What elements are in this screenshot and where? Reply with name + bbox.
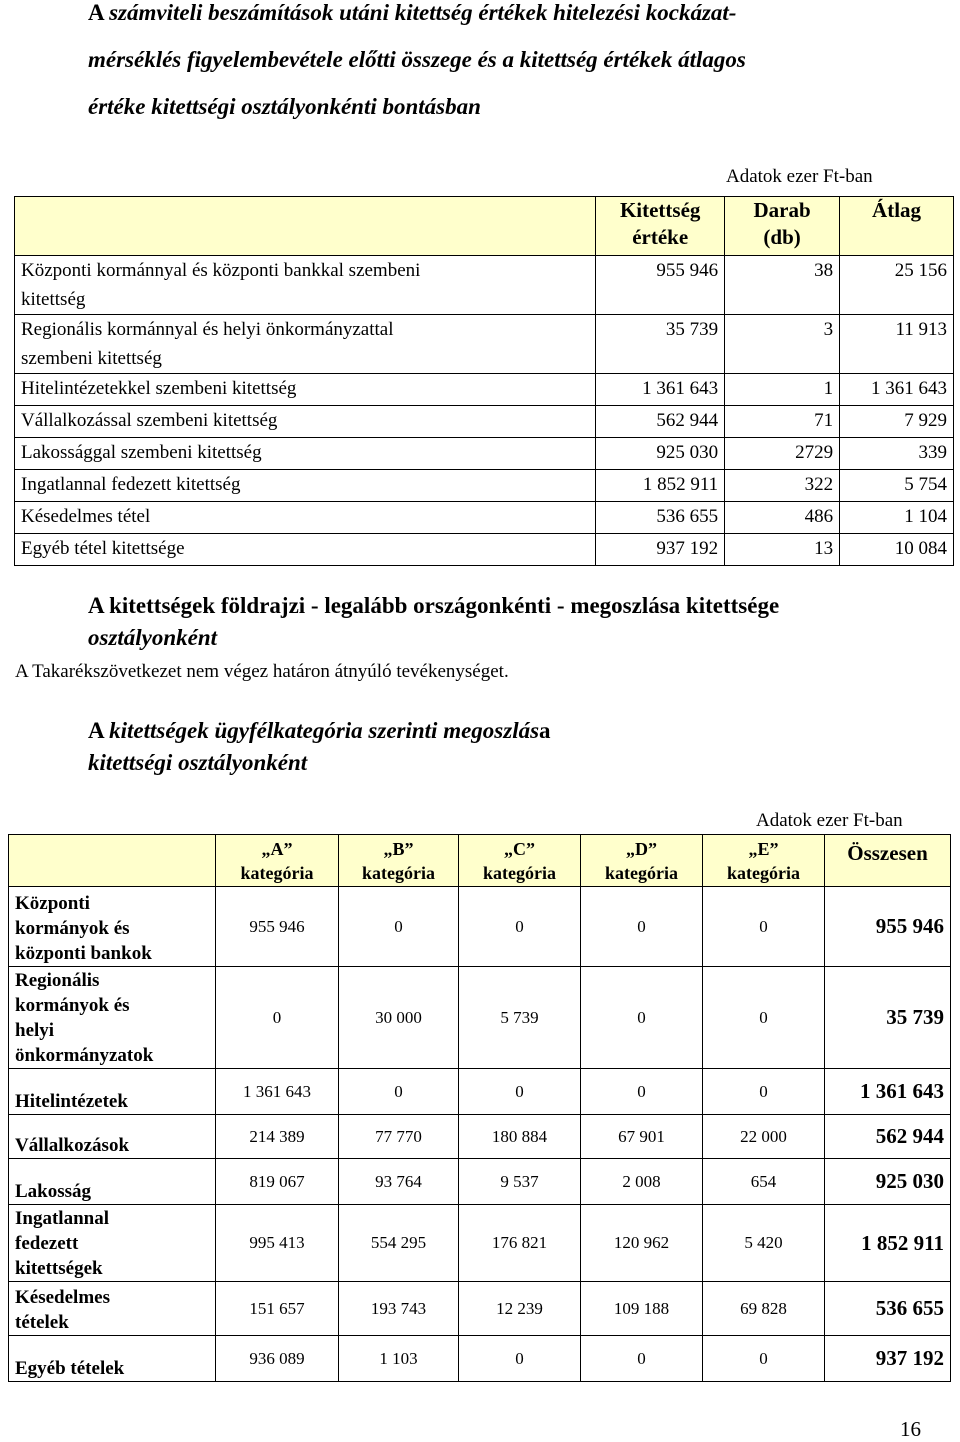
table2-header-blank: [9, 835, 216, 887]
cell-d: 0: [581, 887, 703, 967]
row-label-l2: szembeni kitettség: [21, 348, 162, 369]
cell-a: 995 413: [216, 1205, 339, 1282]
table2-row: [9, 1069, 951, 1115]
header-category-a: [216, 835, 339, 887]
section3-title-l1: [88, 715, 948, 747]
row-label-l2: kormányok és: [15, 995, 130, 1016]
cell-b: 77 770: [339, 1115, 459, 1159]
table2-row: [9, 887, 951, 967]
cell-count: 71: [725, 406, 840, 438]
row-label-l1: Ingatlannal: [15, 1208, 109, 1229]
header-exposure-value: [596, 197, 725, 256]
header-total: Összesen: [825, 835, 951, 887]
header-category-b-l1: „B”: [383, 838, 414, 859]
table1-row: [15, 406, 954, 438]
cell-c: 0: [459, 1069, 581, 1115]
cell-count: 13: [725, 534, 840, 566]
cell-value: 35 739: [596, 315, 725, 374]
row-label: Ingatlannal fedezett kitettség: [15, 470, 596, 502]
cell-e: 0: [703, 967, 825, 1069]
cell-b: 1 103: [339, 1336, 459, 1382]
page-number: 16: [900, 1417, 921, 1441]
row-label-l2: kormányok és: [15, 918, 130, 939]
cell-average: 10 084: [840, 534, 954, 566]
row-label-l3: helyi: [15, 1020, 55, 1041]
header-category-b: [339, 835, 459, 887]
row-label: [15, 256, 596, 315]
cell-d: 67 901: [581, 1115, 703, 1159]
section2-text: A Takarékszövetkezet nem végez határon átnyúló tevékenységet.: [15, 661, 509, 682]
row-label-l4: önkormányzatok: [15, 1045, 154, 1066]
cell-total: 562 944: [825, 1115, 951, 1159]
cell-d: 2 008: [581, 1159, 703, 1205]
cell-count: 2729: [725, 438, 840, 470]
table1-row: [15, 438, 954, 470]
header-category-c: [459, 835, 581, 887]
title-line-1-text: számviteli beszámítások utáni kitettség értékek hitelezési kockázat-: [109, 0, 737, 25]
cell-d: 0: [581, 1069, 703, 1115]
cell-count: 38: [725, 256, 840, 315]
cell-value: 562 944: [596, 406, 725, 438]
cell-b: 0: [339, 887, 459, 967]
cell-c: 5 739: [459, 967, 581, 1069]
cell-a: 936 089: [216, 1336, 339, 1382]
exposure-class-table: [14, 196, 954, 566]
header-category-b-l2: kategória: [362, 862, 435, 883]
table1-unit-note: Adatok ezer Ft-ban: [726, 166, 873, 187]
section3-title-c: a: [539, 718, 551, 743]
table2-row: [9, 1282, 951, 1336]
cell-b: 0: [339, 1069, 459, 1115]
cell-a: 0: [216, 967, 339, 1069]
cell-b: 93 764: [339, 1159, 459, 1205]
cell-a: 955 946: [216, 887, 339, 967]
cell-value: 1 852 911: [596, 470, 725, 502]
table2-row: [9, 1159, 951, 1205]
row-label: Egyéb tétel kitettsége: [15, 534, 596, 566]
header-category-e-l2: kategória: [727, 862, 800, 883]
row-label-l1: Hitelintézetek: [15, 1091, 128, 1112]
cell-average: 11 913: [840, 315, 954, 374]
cell-total: 937 192: [825, 1336, 951, 1382]
cell-count: 486: [725, 502, 840, 534]
cell-e: 22 000: [703, 1115, 825, 1159]
table2-row: [9, 1336, 951, 1382]
section3-title-b: kitettségek ügyfélkategória szerinti megoszlás: [109, 718, 540, 743]
cell-average: 5 754: [840, 470, 954, 502]
cell-value: 1 361 643: [596, 374, 725, 406]
table1-row: [15, 315, 954, 374]
row-label: [9, 1205, 216, 1282]
row-label-l2: tételek: [15, 1312, 69, 1333]
title-prefix: A: [88, 0, 110, 25]
cell-total: 955 946: [825, 887, 951, 967]
header-category-a-l2: kategória: [240, 862, 314, 883]
row-label: [15, 315, 596, 374]
cell-e: 69 828: [703, 1282, 825, 1336]
table1-header-blank: [15, 197, 596, 256]
table2-row: [9, 1115, 951, 1159]
title-line-2: [88, 36, 948, 83]
row-label: [9, 967, 216, 1069]
title-line-3-text: értéke kitettségi osztályonkénti bontásban: [88, 94, 481, 119]
row-label-l1: Központi: [15, 893, 90, 914]
title-line-2-text: mérséklés figyelembevétele előtti összege és a kitettség értékek átlagos: [88, 47, 746, 72]
header-category-e-l1: „E”: [748, 838, 779, 859]
table1-header-row: [15, 197, 954, 256]
table2-row: [9, 1205, 951, 1282]
row-label: Hitelintézetekkel szembeni kitettség: [15, 374, 596, 406]
header-category-a-l1: „A”: [261, 838, 293, 859]
cell-count: 3: [725, 315, 840, 374]
cell-b: 193 743: [339, 1282, 459, 1336]
cell-value: 937 192: [596, 534, 725, 566]
header-category-d: [581, 835, 703, 887]
table1-row: [15, 534, 954, 566]
table1-row: [15, 470, 954, 502]
cell-value: 955 946: [596, 256, 725, 315]
section3-title: [88, 715, 948, 779]
row-label: Lakossággal szembeni kitettség: [15, 438, 596, 470]
header-category-d-l1: „D”: [626, 838, 657, 859]
row-label-l1: Késedelmes: [15, 1287, 110, 1308]
cell-d: 109 188: [581, 1282, 703, 1336]
row-label-l2: kitettség: [21, 289, 86, 310]
header-average: [840, 197, 954, 256]
cell-total: 925 030: [825, 1159, 951, 1205]
cell-total: 1 852 911: [825, 1205, 951, 1282]
cell-average: 1 361 643: [840, 374, 954, 406]
row-label-l1: Vállalkozások: [15, 1135, 130, 1156]
header-average-text: Átlag: [872, 198, 922, 222]
cell-a: 1 361 643: [216, 1069, 339, 1115]
section3-title-l2: kitettségi osztályonként: [88, 750, 308, 775]
row-label: [9, 887, 216, 967]
row-label: [9, 1336, 216, 1382]
cell-a: 819 067: [216, 1159, 339, 1205]
header-exposure-value-l2: értéke: [632, 225, 689, 249]
cell-count: 1: [725, 374, 840, 406]
row-label: Késedelmes tétel: [15, 502, 596, 534]
header-category-c-l1: „C”: [504, 838, 535, 859]
cell-average: 25 156: [840, 256, 954, 315]
table1-row: [15, 256, 954, 315]
cell-c: 12 239: [459, 1282, 581, 1336]
cell-e: 0: [703, 1069, 825, 1115]
table2-row: [9, 967, 951, 1069]
header-count-l1: Darab: [753, 198, 811, 222]
cell-a: 214 389: [216, 1115, 339, 1159]
header-category-d-l2: kategória: [605, 862, 678, 883]
header-count-l2: (db): [763, 225, 801, 249]
cell-c: 180 884: [459, 1115, 581, 1159]
cell-e: 0: [703, 1336, 825, 1382]
page-title: [88, 0, 948, 130]
section2-title: [88, 590, 948, 654]
cell-a: 151 657: [216, 1282, 339, 1336]
row-label-l1: Egyéb tételek: [15, 1358, 125, 1379]
row-label-l1: Regionális: [15, 970, 100, 991]
table2-header-row: [9, 835, 951, 887]
cell-total: 1 361 643: [825, 1069, 951, 1115]
cell-value: 925 030: [596, 438, 725, 470]
cell-d: 120 962: [581, 1205, 703, 1282]
cell-total: 536 655: [825, 1282, 951, 1336]
cell-e: 5 420: [703, 1205, 825, 1282]
cell-value: 536 655: [596, 502, 725, 534]
row-label-l3: kitettségek: [15, 1258, 103, 1279]
row-label-l3: központi bankok: [15, 943, 152, 964]
header-category-e: [703, 835, 825, 887]
table1-row: [15, 374, 954, 406]
title-line-3: [88, 83, 948, 130]
section2-title-l1: [88, 590, 948, 622]
cell-b: 554 295: [339, 1205, 459, 1282]
table2-unit-note: Adatok ezer Ft-ban: [756, 810, 903, 831]
cell-c: 0: [459, 1336, 581, 1382]
header-category-c-l2: kategória: [483, 862, 556, 883]
cell-b: 30 000: [339, 967, 459, 1069]
cell-average: 1 104: [840, 502, 954, 534]
cell-e: 0: [703, 887, 825, 967]
table1-row: [15, 502, 954, 534]
row-label: [9, 1159, 216, 1205]
cell-c: 9 537: [459, 1159, 581, 1205]
row-label-l1: Regionális kormánnyal és helyi önkormányzattal: [21, 319, 394, 340]
row-label: [9, 1282, 216, 1336]
row-label: [9, 1069, 216, 1115]
title-line-1: [88, 0, 948, 36]
cell-e: 654: [703, 1159, 825, 1205]
cell-d: 0: [581, 1336, 703, 1382]
row-label: Vállalkozással szembeni kitettség: [15, 406, 596, 438]
cell-d: 0: [581, 967, 703, 1069]
section2-title-l1-text: A kitettségek földrajzi - legalább országonkénti - megoszlása kitettsége: [88, 593, 780, 618]
cell-average: 7 929: [840, 406, 954, 438]
row-label-l2: fedezett: [15, 1233, 79, 1254]
row-label: [9, 1115, 216, 1159]
header-count: [725, 197, 840, 256]
cell-c: 0: [459, 887, 581, 967]
cell-total: 35 739: [825, 967, 951, 1069]
cell-average: 339: [840, 438, 954, 470]
header-exposure-value-l1: Kitettség: [619, 198, 701, 222]
client-category-table: [8, 834, 951, 1382]
section2-title-l2: osztályonként: [88, 625, 218, 650]
cell-count: 322: [725, 470, 840, 502]
section3-title-a: A: [88, 718, 110, 743]
cell-c: 176 821: [459, 1205, 581, 1282]
row-label-l1: Lakosság: [15, 1181, 92, 1202]
row-label-l1: Központi kormánnyal és központi bankkal szembeni: [21, 260, 421, 281]
